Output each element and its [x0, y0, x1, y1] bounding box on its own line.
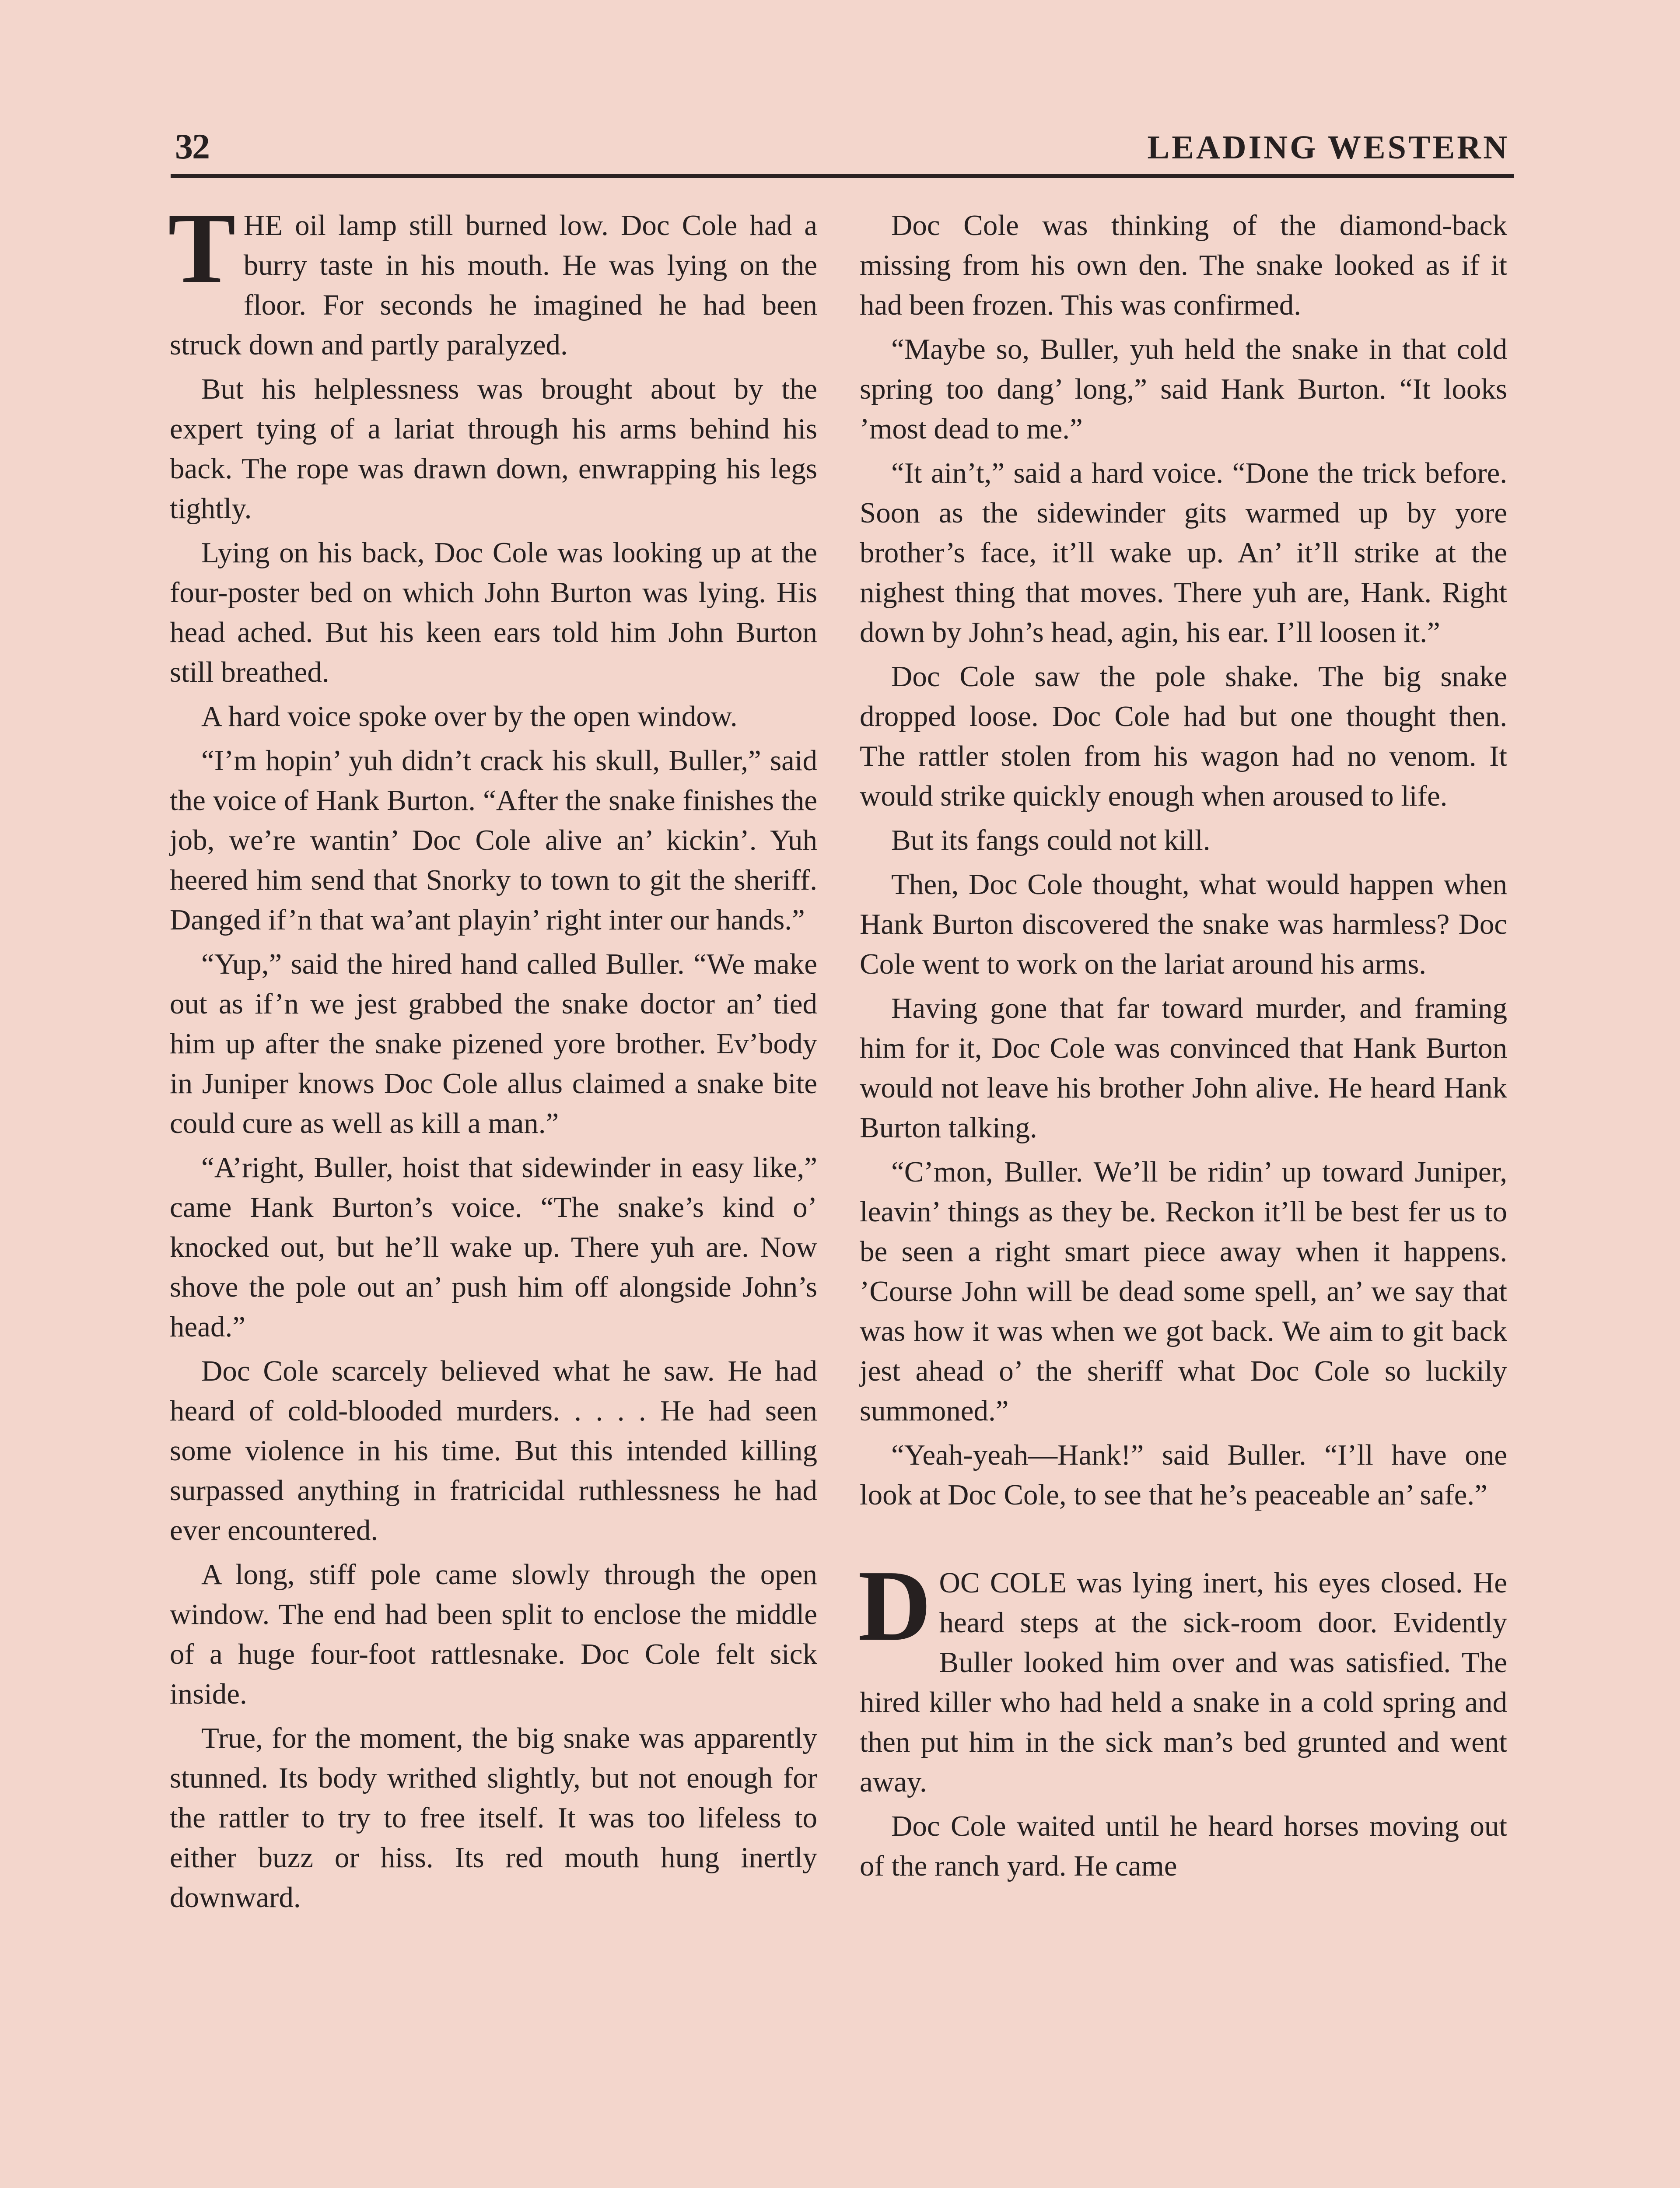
right-paragraph: Doc Cole was thinking of the diamond-back missing from his own den. The snake looked as if it had been frozen. This was confirmed. [860, 209, 1507, 321]
left-paragraph: A long, stiff pole came slowly through the open window. The end had been split to enclose the middle of a huge four-foot rattlesnake. Doc Cole felt sick inside. [170, 1558, 817, 1710]
page-number: 32 [175, 126, 209, 166]
opening-paragraph [168, 192, 817, 365]
section-opening-text: OC COLE was lying inert, his eyes closed. He heard steps at the sick-room door. Evidently Buller looked him over and was satisfied. The hired killer who had held a snake in a cold spring and then put him in the sick man’s bed grunted and went away. [860, 1567, 1507, 1798]
drop-cap-t: T [168, 192, 236, 305]
left-paragraph: Doc Cole scarcely believed what he saw. He had heard of cold-blooded murders. . . . . He had seen some violence in his time. But this intended killing surpassed anything in fratricidal ruthlessness he had ever encountered. [170, 1355, 817, 1546]
magazine-title: LEADING WESTERN [1147, 129, 1509, 166]
left-paragraph: “A’right, Buller, hoist that sidewinder in easy like,” came Hank Burton’s voice. “The snake’s kind o’ knocked out, but he’ll wake up. There yuh are. Now shove the pole out an’ push him off alongside John’s head.” [170, 1151, 817, 1343]
section-opening-paragraph [858, 1550, 1507, 1802]
opening-paragraph-text: HE oil lamp still burned low. Doc Cole had a burry taste in his mouth. He was lying on the floor. For seconds he imagined he had been struck down and partly paralyzed. [170, 209, 817, 361]
right-paragraph: But its fangs could not kill. [891, 824, 1211, 856]
left-paragraph: “I’m hopin’ yuh didn’t crack his skull, Buller,” said the voice of Hank Burton. “After the snake finishes the job, we’re wantin’ Doc Cole alive an’ kickin’. Yuh heered him send that Snorky to town to git the sheriff. Danged if’n that wa’ant playin’ right inter our hands.” [170, 744, 817, 936]
right-column [860, 206, 1507, 1890]
left-paragraph: True, for the moment, the big snake was apparently stunned. Its body writhed slightly, but not enough for the rattler to try to free itself. It was too lifeless to either buzz or hiss. Its red mouth hung inertly downward. [170, 1722, 817, 1914]
page-header [171, 123, 1514, 178]
left-paragraph: But his helplessness was brought about by the expert tying of a lariat through his arms behind his back. The rope was drawn down, enwrapping his legs tightly. [170, 373, 817, 525]
right-paragraph: “It ain’t,” said a hard voice. “Done the trick before. Soon as the sidewinder gits warmed up by yore brother’s face, it’ll wake up. An’ it’ll strike at the nighest thing that moves. There yuh are, Hank. Right down by John’s head, agin, his ear. I’ll loosen it.” [860, 457, 1507, 649]
right-paragraph: “Maybe so, Buller, yuh held the snake in that cold spring too dang’ long,” said Hank Burton. “It looks ’most dead to me.” [860, 333, 1507, 445]
left-paragraph: Lying on his back, Doc Cole was looking up at the four-poster bed on which John Burton was lying. His head ached. But his keen ears told him John Burton still breathed. [170, 536, 817, 688]
right-paragraph: “C’mon, Buller. We’ll be ridin’ up toward Juniper, leavin’ things as they be. Reckon it’ll be best fer us to be seen a right smart piece away when it happens. ’Course John will be dead some spell, an’ we say that was how it was when we got back. We aim to git back jest ahead o’ the sheriff what Doc Cole so luckily summoned.” [860, 1156, 1507, 1427]
left-paragraph: A hard voice spoke over by the open window. [201, 700, 738, 733]
right-paragraph: “Yeah-yeah—Hank!” said Buller. “I’ll have one look at Doc Cole, to see that he’s peaceable an’ safe.” [860, 1439, 1507, 1511]
left-paragraph: “Yup,” said the hired hand called Buller. “We make out as if’n we jest grabbed the snake doctor an’ tied him up after the snake pizened yore brother. Ev’body in Juniper knows Doc Cole allus claimed a snake bite could cure as well as kill a man.” [170, 948, 817, 1140]
right-paragraph: Doc Cole waited until he heard horses moving out of the ranch yard. He came [860, 1810, 1507, 1882]
right-paragraph: Doc Cole saw the pole shake. The big snake dropped loose. Doc Cole had but one thought then. The rattler stolen from his wagon had no venom. It would strike quickly enough when aroused to life. [860, 660, 1507, 812]
left-column [168, 192, 817, 1922]
section-break [860, 1519, 1507, 1563]
right-paragraph: Then, Doc Cole thought, what would happen when Hank Burton discovered the snake was harmless? Doc Cole went to work on the lariat around his arms. [860, 868, 1507, 980]
right-paragraph: Having gone that far toward murder, and framing him for it, Doc Cole was convinced that Hank Burton would not leave his brother John alive. He heard Hank Burton talking. [860, 992, 1507, 1144]
drop-cap-d: D [858, 1550, 931, 1662]
